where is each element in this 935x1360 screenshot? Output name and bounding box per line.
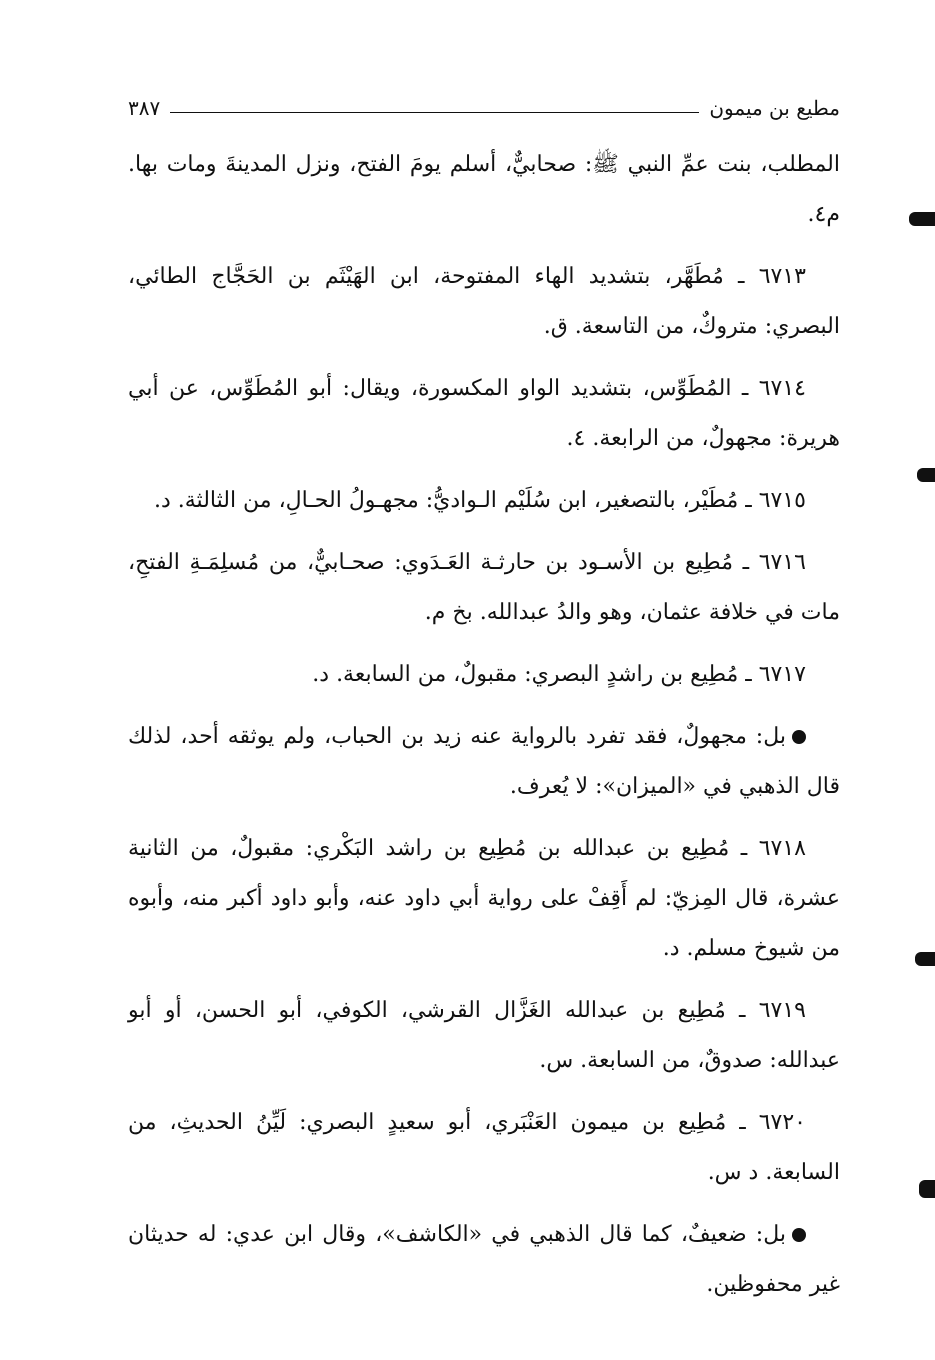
page-header <box>128 88 840 120</box>
editor-note <box>128 712 840 812</box>
entry-6713: ٦٧١٣ ـ مُطَهَّر، بتشديد الهاء المفتوحة، ابن الهَيْثَم بن الحَجَّاج الطائي، البصري: متروكٌ، من التاسعة. ق. <box>128 264 840 339</box>
bullet-icon <box>792 1228 806 1242</box>
entry-6716: ٦٧١٦ ـ مُطِيع بن الأسـود بن حارثـة العَـدَوي: صحـابيٌّ، من مُسلِمَـةِ الفتحِ، مات في خلافة عثمان، وهو والدُ عبدالله. بخ م. <box>128 550 840 625</box>
entry-6715: ٦٧١٥ ـ مُطَيْر، بالتصغير، ابن سُلَيْم الـواديُّ: مجهـولُ الحـالِ، من الثالثة. د. <box>153 488 806 513</box>
page-number: ٣٨٧ <box>128 96 161 120</box>
running-title: مطيع بن ميمون <box>709 96 840 120</box>
entry-6717: ٦٧١٧ ـ مُطِيع بن راشدٍ البصري: مقبولٌ، من السابعة. د. <box>312 662 806 687</box>
page-body <box>128 140 840 1322</box>
editor-note <box>128 1210 840 1310</box>
entry-6720: ٦٧٢٠ ـ مُطِيع بن ميمون العَنْبَري، أبو سعيدٍ البصري: لَيِّنُ الحديثِ، من السابعة. د س. <box>128 1110 840 1185</box>
entry-6714: ٦٧١٤ ـ المُطَوِّس، بتشديد الواو المكسورة، ويقال: أبو المُطَوِّس، عن أبي هريرة: مجهولٌ، من الرابعة. ٤. <box>128 376 840 451</box>
thumb-index-mark <box>917 468 935 482</box>
editor-note-text: بل: ضعيفٌ، كما قال الذهبي في «الكاشف»، وقال ابن عدي: له حديثان غير محفوظين. <box>128 1222 840 1297</box>
editor-note-text: بل: مجهولٌ، فقد تفرد بالرواية عنه زيد بن الحباب، ولم يوثقه أحد، لذلك قال الذهبي في «الميزان»: لا يُعرف. <box>128 724 840 799</box>
thumb-index-mark <box>919 1180 935 1198</box>
thumb-index-mark <box>909 212 935 226</box>
header-rule <box>170 112 699 113</box>
entry-6718: ٦٧١٨ ـ مُطِيع بن عبدالله بن مُطِيع بن راشد البَكْري: مقبولٌ، من الثانية عشرة، قال المِزيّ: لم أَقِفْ على رواية أبي داود عنه، وأبو داود أكبر منه، وأبوه من شيوخ مسلم. د. <box>128 836 840 961</box>
entry-6719: ٦٧١٩ ـ مُطِيع بن عبدالله الغَزَّال القرشي، الكوفي، أبو الحسن، أو أبو عبدالله: صدوقٌ، من السابعة. س. <box>128 998 840 1073</box>
continued-entry: المطلب، بنت عمِّ النبي ﷺ: صحابيٌّ، أسلم يومَ الفتح، ونزل المدينةَ ومات بها. م٤. <box>128 152 840 227</box>
thumb-index-mark <box>915 952 935 966</box>
bullet-icon <box>792 730 806 744</box>
